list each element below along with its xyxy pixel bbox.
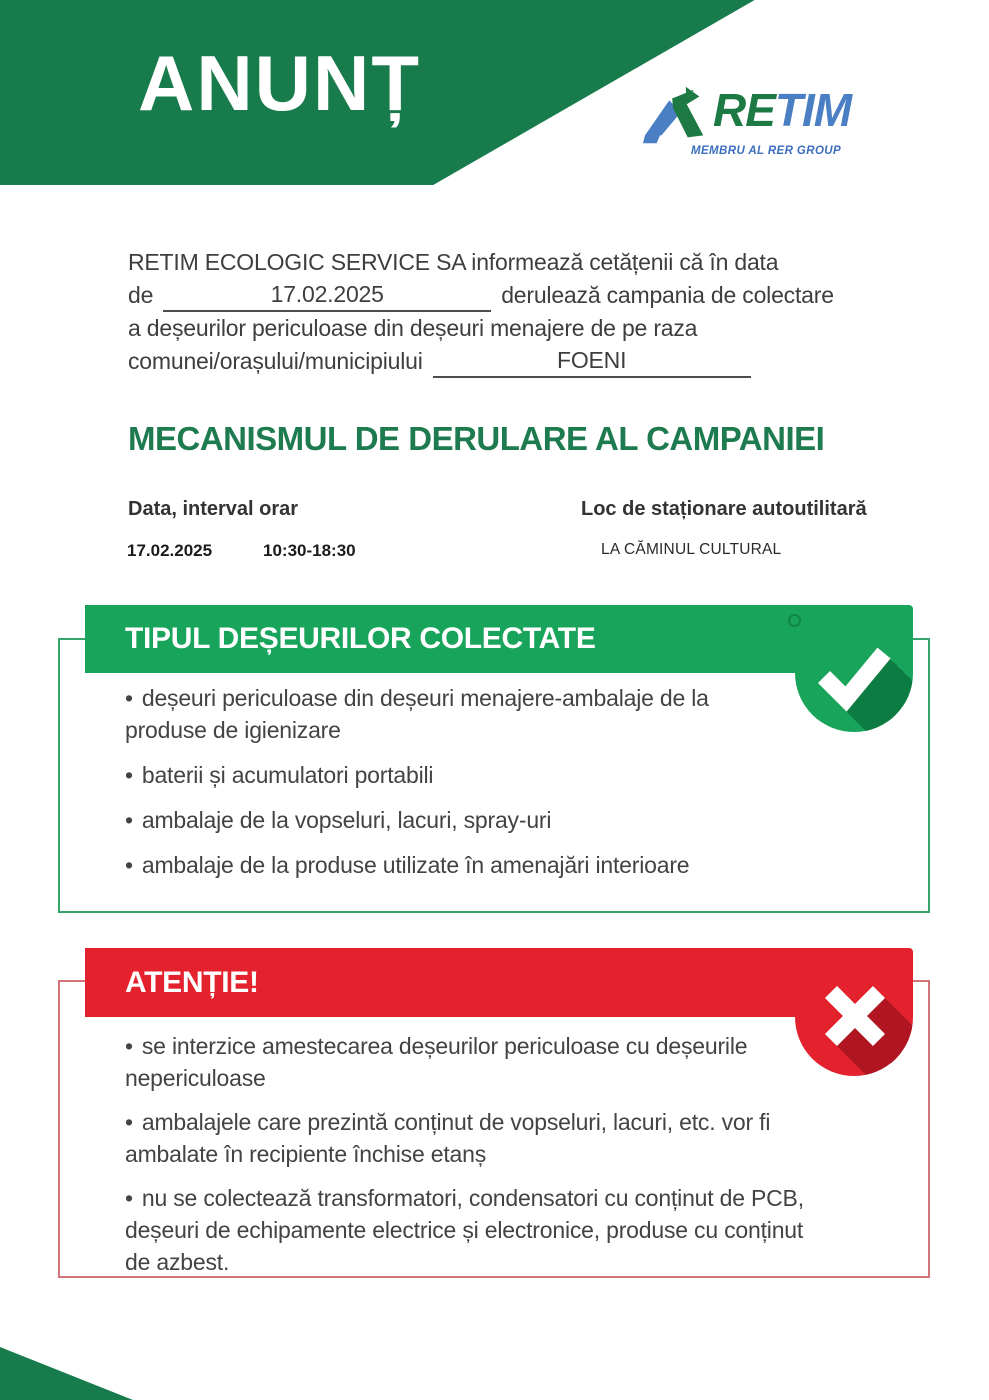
list-item: • ambalajele care prezintă conținut de vopseluri, lacuri, etc. vor fi ambalate în recipiente închise etanș <box>125 1109 771 1167</box>
logo-wordmark <box>713 84 851 136</box>
schedule-row <box>0 541 989 561</box>
banner-hole-decoration <box>788 614 801 627</box>
logo-tim: TIM <box>774 84 852 136</box>
campaign-date-value: 17.02.2025 <box>270 281 384 307</box>
attention-title: ATENȚIE! <box>125 965 259 999</box>
list-item: • se interzice amestecarea deșeurilor periculoase cu deșeurile nepericuloase <box>125 1033 748 1091</box>
list-item: • nu se colectează transformatori, condensatori cu conținut de PCB, deșeuri de echipamente electrice și electronice, produse cu conținut de azbest. <box>125 1185 804 1275</box>
check-icon <box>795 614 913 732</box>
list-item: • ambalaje de la produse utilizate în amenajări interioare <box>125 852 690 878</box>
corner-triangle-decoration <box>0 1347 133 1400</box>
intro-line-2: de 17.02.2025 derulează campania de colectare <box>128 279 918 312</box>
recycle-icon <box>643 86 713 144</box>
logo-tagline: MEMBRU AL RER GROUP <box>691 145 842 157</box>
column-header-location: Loc de staționare autoutilitară <box>581 498 867 520</box>
intro-line-1: RETIM ECOLOGIC SERVICE SA informează cetățenii că în data <box>128 249 779 275</box>
attention-list <box>125 1030 815 1290</box>
campaign-date-field <box>163 279 491 312</box>
attention-banner <box>85 948 913 1017</box>
collected-waste-list <box>125 682 790 894</box>
schedule-location: LA CĂMINUL CULTURAL <box>601 541 782 558</box>
schedule-date: 17.02.2025 <box>127 541 213 560</box>
intro-paragraph <box>128 246 918 378</box>
retim-logo <box>643 84 879 157</box>
intro-line-4: comunei/orașului/municipiului FOENI <box>128 345 918 378</box>
list-item: • ambalaje de la vopseluri, lacuri, spray-uri <box>125 807 552 833</box>
mechanism-heading: MECANISMUL DE DERULARE AL CAMPANIEI <box>128 420 825 457</box>
collected-waste-title: TIPUL DEȘEURILOR COLECTATE <box>125 622 596 655</box>
locality-field <box>433 345 751 378</box>
intro-line-3: a deșeurilor periculoase din deșeuri menajere de pe raza <box>128 315 698 341</box>
schedule-header-row <box>0 498 989 522</box>
list-item: • baterii și acumulatori portabili <box>125 762 434 788</box>
list-item: • deșeuri periculoase din deșeuri menajere-ambalaje de la produse de igienizare <box>125 685 709 743</box>
page-title: ANUNȚ <box>138 39 421 127</box>
locality-value: FOENI <box>557 347 627 373</box>
schedule-hours: 10:30-18:30 <box>263 541 356 560</box>
logo-re: RE <box>713 84 775 136</box>
column-header-datetime: Data, interval orar <box>128 498 299 520</box>
